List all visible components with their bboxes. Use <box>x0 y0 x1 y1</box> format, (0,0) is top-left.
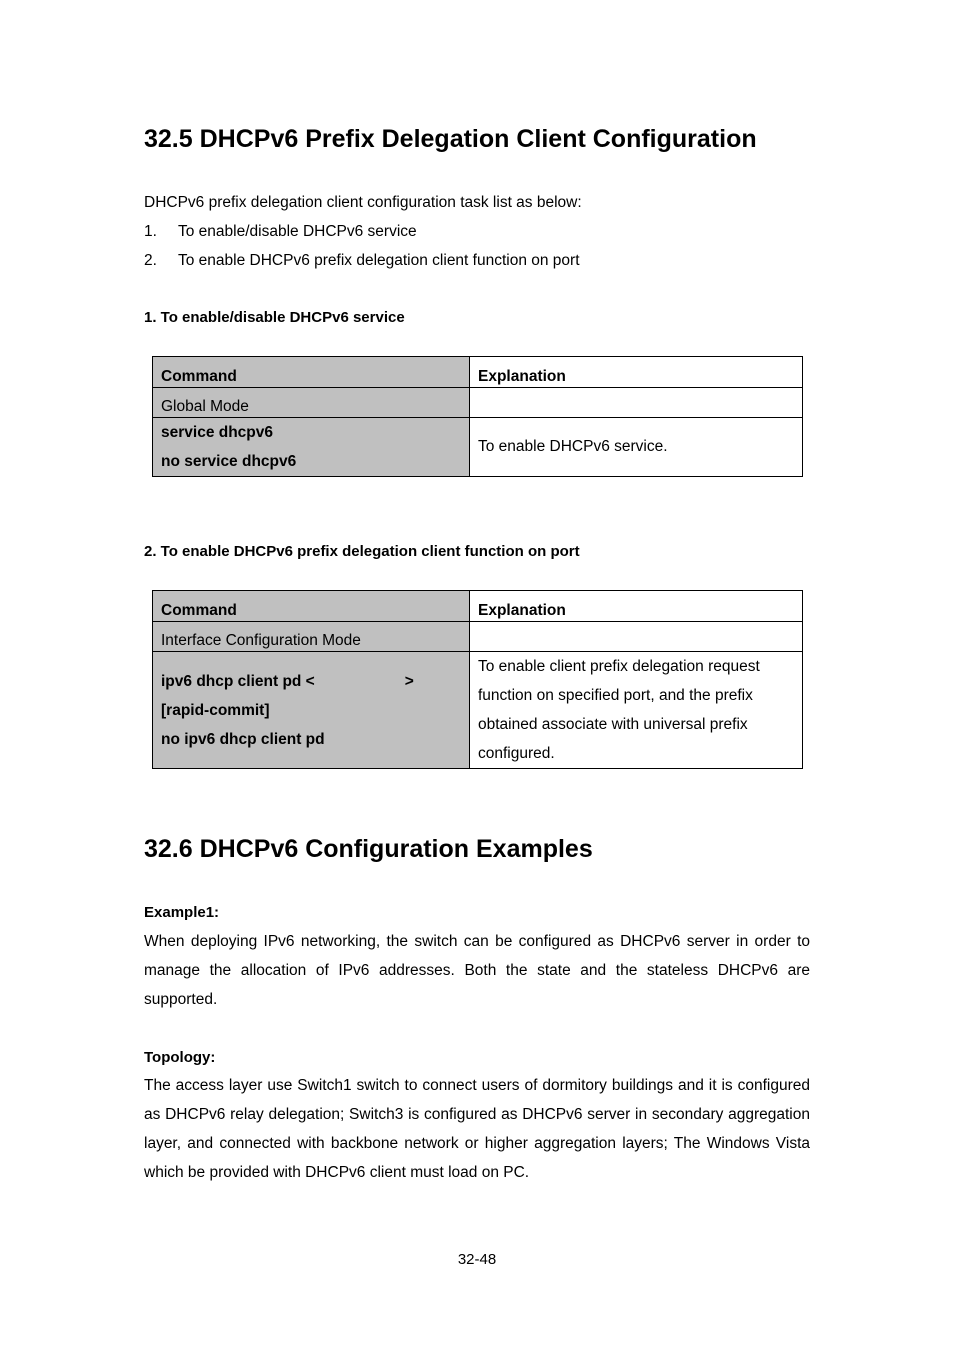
subsection-title-enable-service: 1. To enable/disable DHCPv6 service <box>144 309 405 326</box>
explanation-line: obtained associate with universal prefix <box>478 716 748 733</box>
command-syntax-close: > <box>404 672 414 690</box>
command-table-service <box>152 356 803 477</box>
task-text: To enable DHCPv6 prefix delegation client function on port <box>178 252 580 269</box>
column-header-explanation: Explanation <box>470 357 803 388</box>
subsection-title-prefix-delegation: 2. To enable DHCPv6 prefix delegation client function on port <box>144 543 580 560</box>
section-heading-configuration-examples: 32.6 DHCPv6 Configuration Examples <box>144 835 593 863</box>
explanation-cell <box>470 652 803 769</box>
table-row-command <box>153 652 803 769</box>
topology-label: Topology: <box>144 1049 216 1066</box>
column-header-explanation: Explanation <box>470 591 803 622</box>
task-number: 1. <box>144 223 157 240</box>
table-header-row <box>153 591 803 622</box>
command-line: no service dhcpv6 <box>161 453 297 470</box>
section-heading-prefix-delegation: 32.5 DHCPv6 Prefix Delegation Client Configuration <box>144 125 757 153</box>
table-row-command <box>153 418 803 477</box>
table-row-mode <box>153 388 803 418</box>
table-row-mode <box>153 622 803 652</box>
topology-paragraph: The access layer use Switch1 switch to connect users of dormitory buildings and it is configured as DHCPv6 relay delegation; Switch3 is configured as DHCPv6 server in secondary aggregation layer, and connected with backbone network or higher aggregation layers; The Windows Vista which be provided with DHCPv6 client must load on PC. <box>144 1077 810 1181</box>
command-cell <box>153 418 470 477</box>
empty-cell <box>470 388 803 418</box>
command-table-prefix-delegation <box>152 590 803 769</box>
task-list-item <box>144 246 580 275</box>
explanation-line: function on specified port, and the prefix <box>478 687 753 704</box>
task-list-item <box>144 217 417 246</box>
mode-cell: Interface Configuration Mode <box>153 622 470 652</box>
page-number: 32-48 <box>457 1251 497 1268</box>
mode-cell: Global Mode <box>153 388 470 418</box>
table-header-row <box>153 357 803 388</box>
task-number: 2. <box>144 252 157 269</box>
empty-cell <box>470 622 803 652</box>
command-line: no ipv6 dhcp client pd <box>161 730 325 748</box>
intro-text: DHCPv6 prefix delegation client configuration task list as below: <box>144 194 582 211</box>
explanation-line: configured. <box>478 745 555 762</box>
command-line <box>161 667 461 696</box>
column-header-command: Command <box>153 357 470 388</box>
explanation-line: To enable client prefix delegation request <box>478 658 760 675</box>
command-line: service dhcpv6 <box>161 424 274 441</box>
command-line: [rapid-commit] <box>161 701 270 719</box>
example-label: Example1: <box>144 904 220 921</box>
explanation-cell: To enable DHCPv6 service. <box>470 418 803 477</box>
command-cell <box>153 652 470 769</box>
task-text: To enable/disable DHCPv6 service <box>178 223 417 240</box>
command-syntax-open: ipv6 dhcp client pd < <box>161 672 315 690</box>
column-header-command: Command <box>153 591 470 622</box>
example-paragraph: When deploying IPv6 networking, the switch can be configured as DHCPv6 server in order to manage the allocation of IPv6 addresses. Both the state and the stateless DHCPv6 are supported. <box>144 933 810 1008</box>
